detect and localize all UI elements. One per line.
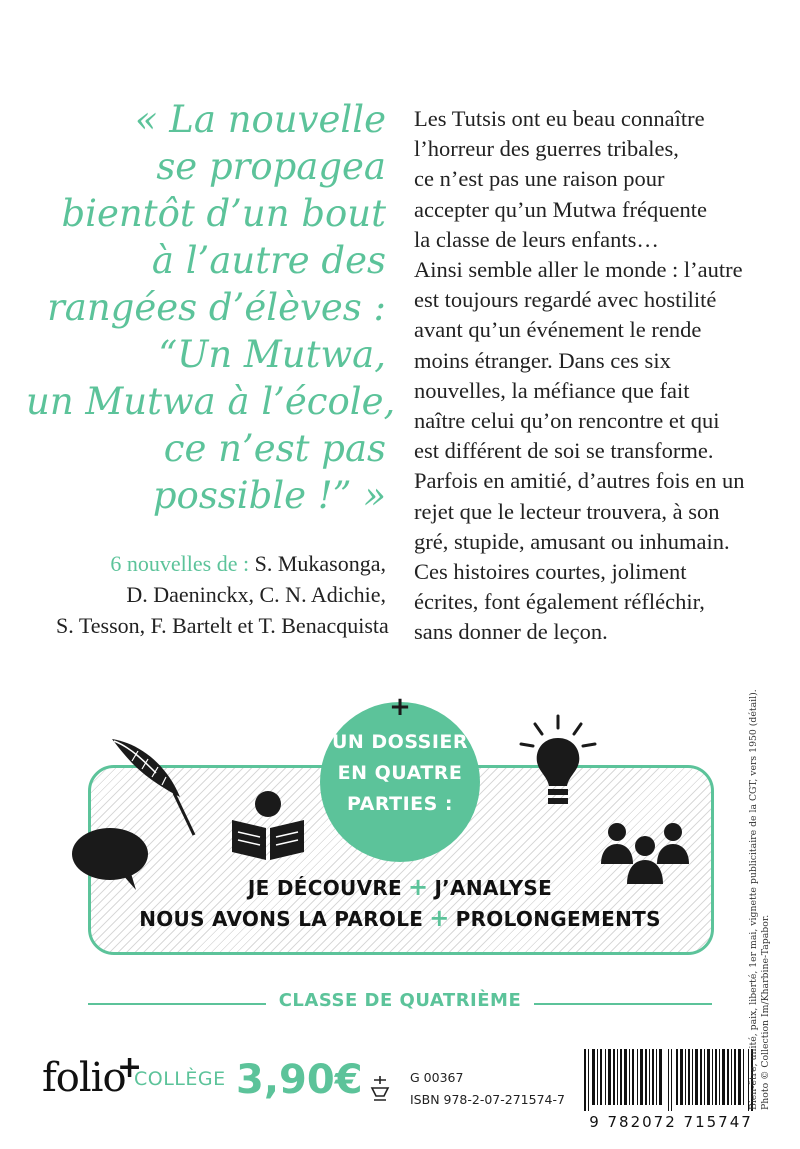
part-label: NOUS AVONS LA PAROLE: [139, 907, 424, 931]
publisher-logo-plus: +: [117, 1050, 143, 1085]
quote-line: “Un Mutwa,: [158, 333, 386, 376]
pull-quote: [26, 96, 396, 519]
dossier-badge-text: [320, 727, 480, 820]
blurb-line: accepter qu’un Mutwa fréquente: [414, 196, 707, 222]
blurb-line: naître celui qu’on rencontre et qui: [414, 408, 720, 434]
authors-line: S. Tesson, F. Bartelt et T. Benacquista: [56, 613, 389, 638]
blurb-line: avant qu’un événement le rende: [414, 317, 702, 343]
badge-line: UN DOSSIER: [331, 731, 469, 753]
quote-line: bientôt d’un bout: [61, 192, 386, 235]
collection-name: COLLÈGE: [134, 1068, 226, 1090]
lightbulb-icon: [515, 712, 601, 812]
reader-icon: [228, 790, 308, 862]
blurb-line: l’horreur des guerres tribales,: [414, 136, 679, 162]
quote-line: ce n’est pas: [163, 427, 386, 470]
authors-line: S. Mukasonga,: [254, 551, 386, 576]
blurb-line: la classe de leurs enfants…: [414, 226, 659, 252]
class-level: CLASSE DE QUATRIÈME: [278, 990, 522, 1011]
blurb-line: moins étranger. Dans ces six: [414, 347, 671, 373]
blurb-line: ce n’est pas une raison pour: [414, 166, 665, 192]
quote-line: à l’autre des: [151, 239, 386, 282]
part-label: JE DÉCOUVRE: [247, 876, 403, 900]
photo-credit-line: Photo © Collection Im/Kharbine-Tapabor.: [760, 914, 771, 1110]
divider-right: [534, 1003, 712, 1005]
part-label: J’ANALYSE: [434, 876, 553, 900]
blurb-line: sans donner de leçon.: [414, 619, 608, 645]
part-label: PROLONGEMENTS: [455, 907, 661, 931]
back-cover-blurb: [414, 104, 774, 648]
blurb-line: est différent de soi se transforme.: [414, 438, 714, 464]
quote-line: possible !” »: [152, 474, 386, 517]
plus-separator: +: [408, 873, 429, 901]
plus-separator: +: [429, 904, 450, 932]
blurb-line: nouvelles, la méfiance que fait: [414, 377, 690, 403]
isbn: ISBN 978-2-07-271574-7: [410, 1092, 565, 1107]
authors-line: D. Daeninckx, C. N. Adichie,: [126, 582, 386, 607]
blurb-line: Ces histoires courtes, joliment: [414, 559, 687, 585]
barcode-number: 9 782072 715747: [589, 1113, 753, 1131]
blurb-line: gré, stupide, amusant ou inhumain.: [414, 528, 730, 554]
blurb-line: écrites, font également réfléchir,: [414, 589, 705, 615]
publisher-emblem-icon: [368, 1074, 392, 1104]
blurb-line: Les Tutsis ont eu beau connaître: [414, 106, 705, 131]
price: 3,90€: [236, 1057, 363, 1103]
badge-line: EN QUATRE: [337, 762, 463, 784]
authors-prefix: 6 nouvelles de :: [110, 551, 255, 576]
divider-left: [88, 1003, 266, 1005]
blurb-line: Parfois en amitié, d’autres fois en un: [414, 468, 745, 494]
blurb-line: Ainsi semble aller le monde : l’autre: [414, 257, 743, 283]
blurb-line: rejet que le lecteur trouvera, à son: [414, 498, 720, 524]
quill-icon: [108, 735, 200, 840]
photo-credit: [738, 689, 794, 1110]
authors-credit: [56, 548, 389, 641]
badge-line: PARTIES :: [346, 793, 454, 815]
product-code: G 00367: [410, 1070, 464, 1085]
plus-sign: +: [389, 692, 411, 722]
quote-line: se propagea: [156, 145, 386, 188]
photo-credit-line: Bien-être, unité, paix, liberté, 1er mai, vignette publicitaire de la CGT, vers 1950 (détail).: [748, 689, 759, 1110]
publisher-logo: folio: [42, 1055, 126, 1101]
quote-line: un Mutwa à l’école,: [26, 380, 396, 423]
quote-line: « La nouvelle: [134, 98, 386, 141]
dossier-parts: [100, 872, 700, 934]
quote-line: rangées d’élèves :: [47, 286, 386, 329]
blurb-line: est toujours regardé avec hostilité: [414, 287, 717, 313]
